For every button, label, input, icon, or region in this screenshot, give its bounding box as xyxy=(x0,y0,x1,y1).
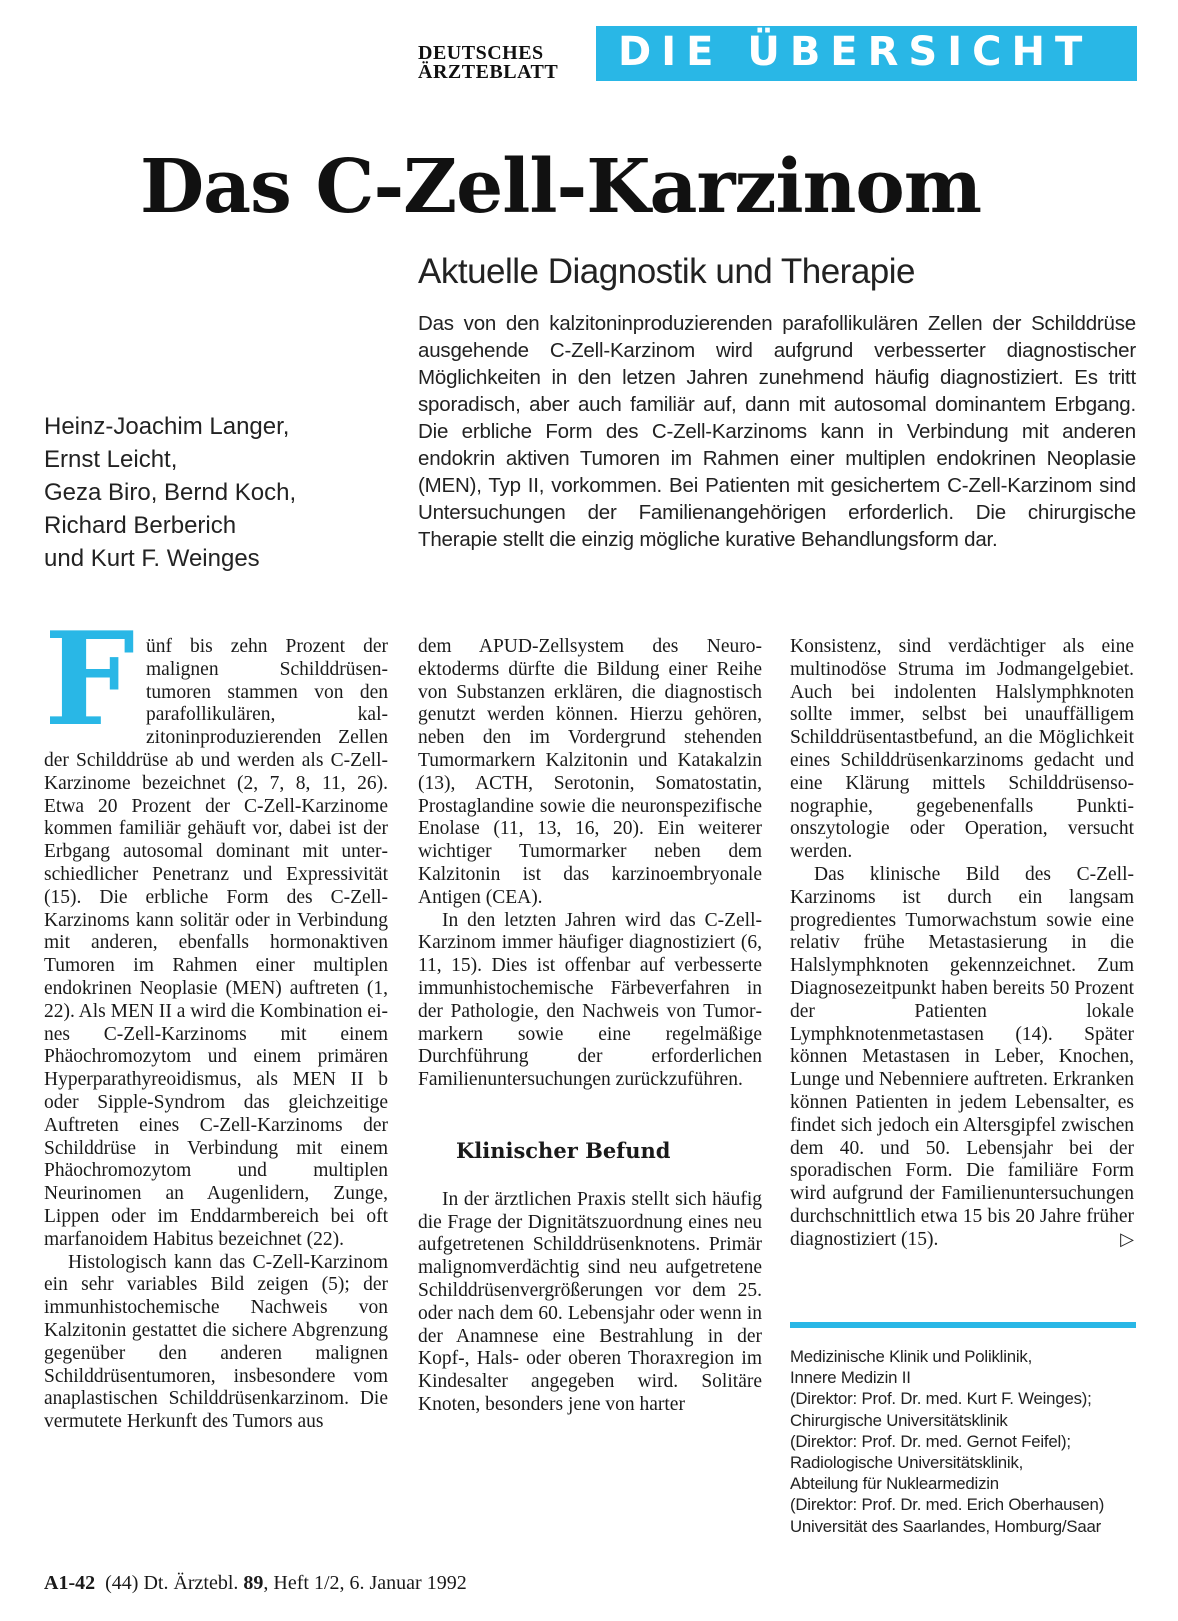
paragraph: Histologisch kann das C-Zell-Karzinom ein sehr variables Bild zeigen (5); der immunhistochemische Nachweis von Kalzitonin gestattet die sichere Abgrenzung gegenüber den anderen malignen Schilddrüsentumoren, insbesondere vom anaplastischen Schilddrüsenkarzinom. Die vermutete Herkunft des Tumors aus xyxy=(44,1251,388,1433)
journal-issue: , Heft 1/2, 6. Januar 1992 xyxy=(263,1572,467,1594)
affiliation-line: Innere Medizin II xyxy=(790,1368,911,1388)
page-code: A1-42 xyxy=(44,1572,96,1594)
paragraph: Konsistenz, sind verdächtiger als eine multinodöse Struma im Jodmangelgebiet. Auch bei indolenten Halslymphknoten sollte immer, selbst bei unauffälligem Schilddrüsentastbefund, an die Möglichkeit eines Schilddrüsenkarzinoms gedacht und eine Klärung mittels Schilddrüsensonographie, gegebenenfalls Punktionszytologie oder Operation, versucht werden. xyxy=(790,636,1134,863)
author-line: und Kurt F. Weinges xyxy=(44,545,260,572)
paragraph: In den letzten Jahren wird das C-Zell-Karzinom immer häufiger diagnostiziert (6, 11, 15). Dies ist offenbar auf verbesserte immunhistochemische Färbeverfahren in der Pathologie, den Nachweis von Tumormarkern sowie eine regelmäßige Durchführung der erforderlichen Familienuntersuchungen zurückzuführen. xyxy=(418,909,762,1091)
body-column-1 xyxy=(44,605,388,1434)
article-abstract: Das von den kalzitoninproduzierenden parafollikulären Zellen der Schilddrüse ausgehende C-Zell-Karzinom wird aufgrund verbesserter diagnostischer Möglichkeiten in den letzen Jahren zunehmend häufig diagnostiziert. Es tritt sporadisch, aber auch familiär auf, dann mit autosomal dominantem Erbgang. Die erbliche Form des C-Zell-Karzinoms kann in Verbindung mit anderen endokrin aktiven Tumoren im Rahmen einer multiplen endokrinen Neoplasie (MEN), Typ II, vorkommen. Bei Patienten mit gesichertem C-Zell-Karzinom sind Untersuchungen der Familienangehörigen erforderlich. Die chirurgische Therapie stellt die einzig mögliche kurative Behandlungsform dar. xyxy=(418,312,1136,551)
article-title: Das C-Zell-Karzinom xyxy=(140,144,982,230)
affiliation-line: Medizinische Klinik und Poliklinik, xyxy=(790,1347,1033,1366)
paragraph xyxy=(790,864,1134,1252)
continue-arrow-icon: ▷ xyxy=(1120,1228,1134,1250)
author-list xyxy=(44,410,384,575)
brand-line-1: DEUTSCHES xyxy=(418,42,544,64)
affiliation-block xyxy=(790,1346,1140,1537)
body-column-2 xyxy=(418,636,762,1417)
author-line: Richard Berberich xyxy=(44,512,237,539)
body-column-3 xyxy=(790,636,1134,1252)
section-heading: Klinischer Befund xyxy=(456,1137,671,1163)
author-line: Heinz-Joachim Langer, xyxy=(44,413,290,440)
paragraph-text: Das klinische Bild des C-Zell-Karzinoms ist durch ein langsam progredientes Tumorwachstum sowie eine relativ frühe Metastasierung in die Halslymphknoten gekennzeichnet. Zum Diagnosezeitpunkt haben bereits 50 Prozent der Patienten lokale Lymphknotenmetastasen (14). Später können Metastasen in Leber, Knochen, Lunge und Nebenniere auftreten. Erkranken können Patienten in jedem Lebensalter, es findet sich jedoch ein Altersgipfel zwischen dem 40. und 50. Lebensjahr bei der sporadischen Form. Die familiäre Form wird aufgrund der Familienuntersuchungen durchschnittlich etwa 15 bis 20 Jahre früher diagnostiziert (15). xyxy=(790,863,1134,1250)
affiliation-line: Chirurgische Universitätsklinik xyxy=(790,1410,1008,1430)
article-subtitle: Aktuelle Diagnostik und Therapie xyxy=(418,252,916,291)
author-line: Geza Biro, Bernd Koch, xyxy=(44,479,297,506)
journal-brand xyxy=(418,44,588,82)
brand-line-2: ÄRZTEBLATT xyxy=(418,61,559,83)
affiliation-line: (Direktor: Prof. Dr. med. Kurt F. Weinges); xyxy=(790,1389,1092,1409)
page-footer xyxy=(44,1572,644,1595)
paragraph: ünf bis zehn Prozent der malignen Schilddrüsentumoren stammen von den parafollikulären, kalzitoninproduzierenden Zellen der Schilddrüse ab und werden als C-Zell-Karzinome bezeichnet (2, 7, 8, 11, 26). Etwa 20 Prozent der C-Zell-Karzinome kommen familiär gehäuft vor, dabei ist der Erbgang autosomal dominant mit unterschiedlicher Penetranz und Expressivität (15). Die erbliche Form des C-Zell-Karzinoms kann solitär oder in Verbindung mit anderen, ebenfalls hormonaktiven Tumoren im Rahmen einer multiplen endokrinen Neoplasie (MEN) auftreten (1, 22). Als MEN II a wird die Kombination eines C-Zell-Karzinoms mit einem Phäochromozytom und einem primären Hyperparathyreoidismus, als MEN II b oder Sipple-Syndrom das gleichzeitige Auftreten eines C-Zell-Karzinoms der Schilddrüse in Verbindung mit einem Phäochromozytom und multiplen Neurinomen an Augenlidern, Zunge, Lippen oder im Enddarmbereich bei oft marfanoidem Habitus bezeichnet (22). xyxy=(44,636,388,1250)
affiliation-line: (Direktor: Prof. Dr. med. Gernot Feifel); xyxy=(790,1431,1071,1451)
affiliation-line: (Direktor: Prof. Dr. med. Erich Oberhausen) xyxy=(790,1495,1105,1515)
affiliation-line: Universität des Saarlandes, Homburg/Saar xyxy=(790,1516,1101,1536)
paragraph: dem APUD-Zellsystem des Neuroektoderms dürfte die Bildung einer Reihe von Substanzen erklären, die diagnostisch genutzt werden können. Hierzu gehören, neben den im Vordergrund stehenden Tumormarkern Kalzitonin und Katakalzin (13), ACTH, Serotonin, Somatostatin, Prostaglandine sowie die neuronspezifische Enolase (11, 13, 16, 20). Ein weiterer wichtiger Tumormarker neben dem Kalzitonin ist das karzinoembryonale Antigen (CEA). xyxy=(418,636,762,908)
section-title: DIE ÜBERSICHT xyxy=(618,29,1093,75)
page-number: (44) xyxy=(105,1572,139,1594)
author-line: Ernst Leicht, xyxy=(44,446,178,473)
journal-name: Dt. Ärztebl. xyxy=(143,1572,239,1594)
journal-volume: 89 xyxy=(243,1572,264,1594)
section-banner xyxy=(596,26,1137,81)
drop-cap xyxy=(44,605,136,755)
affiliation-line: Radiologische Universitätsklinik, xyxy=(790,1453,1024,1473)
affiliation-divider xyxy=(790,1322,1136,1328)
affiliation-line: Abteilung für Nuklearmedizin xyxy=(790,1474,999,1494)
drop-cap-letter: F xyxy=(44,605,135,755)
paragraph: In der ärztlichen Praxis stellt sich häufig die Frage der Dignitätszuordnung eines neu aufgetretenen Schilddrüsenknotens. Primär malignomverdächtig sind neu aufgetretene Schilddrüsenvergrößerungen vor dem 25. oder nach dem 60. Lebensjahr oder wenn in der Anamnese eine Bestrahlung in der Kopf-, Hals- oder oberen Thoraxregion im Kindesalter angegeben wird. Solitäre Knoten, besonders jene von harter xyxy=(418,1188,762,1415)
